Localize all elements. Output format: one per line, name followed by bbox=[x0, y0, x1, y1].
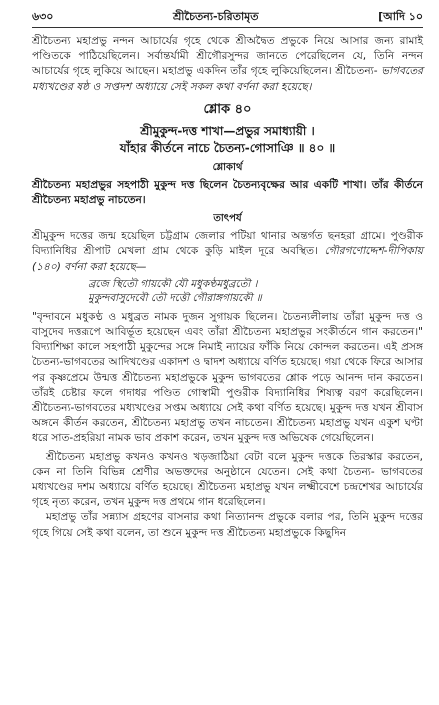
translation-text: শ্রীচৈতন্য মহাপ্রভুর সহপাঠী মুকুন্দ দত্ত ছিলেন চৈতন্যবৃক্ষের আর একটি শাখা। তাঁর কীর্তনে শ্রীচৈতন্য মহাপ্রভু নাচতেন। bbox=[32, 178, 423, 207]
purport-paragraph-3: শ্রীচৈতন্য মহাপ্রভু কখনও কখনও খড়জাঠিয়া বেটা বলে মুকুন্দ দত্তকে তিরস্কার করতেন, কেন না তিনি বিভিন্ন শ্রেণীর অভক্তদের অনুষ্ঠানে যেতেন। সেই কথা চৈতন্য- ভাগবতের মধ্যখণ্ডের দশম অধ্যায়ে বর্ণিত হয়েছে। শ্রীচৈতন্য মহাপ্রভু যখন লক্ষ্মীবেশে চন্দ্রশেখর আচার্যের গৃহে নৃত্য করেন, তখন মুকুন্দ দত্ত প্রথমে গান ধরেছিলেন। bbox=[32, 450, 424, 509]
verse-line-1: শ্রীমুকুন্দ-দত্ত শাখা—প্রভুর সমাধ্যায়ী । bbox=[140, 123, 315, 138]
purport-paragraph-4: মহাপ্রভু তাঁর সন্ন্যাস গ্রহণের বাসনার কথা নিত্যানন্দ প্রভুকে বলার পর, তিনি মুকুন্দ দত্তের গৃহে গিয়ে সেই কথা বলেন, তা শুনে মুকুন্দ দত্ত শ্রীচৈতন্য মহাপ্রভুকে কিছুদিন bbox=[32, 511, 423, 539]
page-number: ৬৩০ bbox=[32, 10, 54, 23]
sanskrit-quote: ব্রজে স্থিতৌ গায়কৌ যৌ মধুকণ্ঠমধুব্রতৌ । মুকুন্দবাসুদেবৌ তৌ দত্তৌ গৌরাঙ্গগায়কৌ ॥ bbox=[88, 277, 262, 305]
verse-heading: শ্লোক ৪০ bbox=[203, 101, 252, 117]
header-rule bbox=[32, 27, 423, 28]
chapter-label: [আদি ১০ bbox=[378, 10, 423, 23]
book-title: শ্রীচৈতন্য-চরিতামৃত bbox=[173, 10, 259, 23]
translation-label: শ্লোকার্থ bbox=[212, 161, 243, 173]
running-head bbox=[32, 8, 423, 24]
purport-paragraph-2: "বৃন্দাবনে মধুকণ্ঠ ও মধুব্রত নামক দুজন সুগায়ক ছিলেন। চৈতন্যলীলায় তাঁরা মুকুন্দ দত্ত ও বাসুদেব দত্তরূপে আবির্ভূত হয়েছেন এবং তাঁরা শ্রীচৈতন্য মহাপ্রভুর সংকীর্তনে গান করতেন।" বিদ্যাশিক্ষা কালে সহপাঠী মুকুন্দের সঙ্গে নিমাই ন্যায়ের ফাঁকি নিয়ে কোন্দল করতেন। এই প্রসঙ্গ চৈতন্য-ভাগবতের আদিখণ্ডের একাদশ ও দ্বাদশ অধ্যায়ে বর্ণিত হয়েছে। গয়া থেকে ফিরে আসার পর কৃষ্ণপ্রেমে উন্মত্ত শ্রীচৈতন্য মহাপ্রভুকে মুকুন্দ ভাগবতের শ্লোক পড়ে আনন্দ দান করতেন। তাঁরই চেষ্টার ফলে গদাধর পণ্ডিত গোস্বামী পুণ্ডরীক বিদ্যানিধির শিষ্যত্ব বরণ করেছিলেন। শ্রীচৈতন্য-ভাগবতের মধ্যখণ্ডের সপ্তম অধ্যায়ে সেই কথা বর্ণিত হয়েছে। মুকুন্দ দত্ত যখন শ্রীবাস অঙ্গনে কীর্তন করতেন, শ্রীচৈতন্য মহাপ্রভু তখন নাচতেন। শ্রীচৈতন্য মহাপ্রভু যখন একুশ ঘণ্টা ধরে সাত-প্রহরিয়া নামক ভাব প্রকাশ করেন, তখন মুকুন্দ দত্ত অভিষেক গেয়েছিলেন। bbox=[32, 310, 424, 445]
purport-label: তাৎপর্য bbox=[213, 213, 242, 225]
intro-paragraph: শ্রীচৈতন্য মহাপ্রভু নন্দন আচার্যের গৃহে থেকে শ্রীঅদ্বৈত প্রভুকে নিয়ে আসার জন্য রামাই পণ্ডিতকে পাঠিয়েছিলেন। সর্বান্তর্যামী শ্রীগৌরসুন্দর জানতে পেরেছিলেন যে, তিনি নন্দন আচার্যের গৃহে লুকিয়ে আছেন। মহাপ্রভু একদিন তাঁর গৃহে লুকিয়েছিলেন। শ্রীচৈতন্য- ভাগবতের মধ্যখণ্ডের ষষ্ঠ ও সপ্তদশ অধ্যায়ে সেই সকল কথা বর্ণনা করা হয়েছে। bbox=[32, 35, 424, 93]
verse-line-2: যাঁহার কীর্তনে নাচে চৈতন্য-গোসাঞি ॥ ৪০ ॥ bbox=[119, 140, 336, 155]
purport-paragraph-1: শ্রীমুকুন্দ দত্তের জন্ম হয়েছিল চট্টগ্রাম জেলার পটিয়া থানার অন্তর্গত ছনহরা গ্রামে। পুণ্ডরীক বিদ্যানিধির শ্রীপাট মেখলা গ্রাম থেকে কুড়ি মাইল দূরে অবস্থিত। গৌরগণোদ্দেশ-দীপিকায় (১৪০) বর্ণনা করা হয়েছে— bbox=[32, 230, 424, 273]
